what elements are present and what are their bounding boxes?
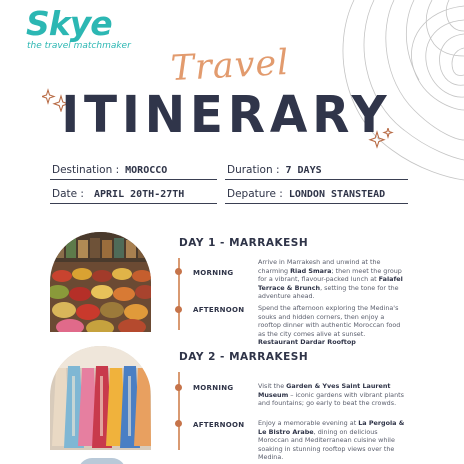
- brand-logo: [26, 4, 131, 51]
- timeline-dot-icon: [175, 306, 182, 313]
- day-1-morning-label: MORNING: [193, 269, 234, 277]
- departure-label: Depature :: [227, 188, 283, 200]
- divider: [225, 203, 408, 204]
- date-value: APRIL 20TH-27TH: [93, 189, 185, 200]
- departure-field: [227, 186, 385, 202]
- day-3-photo-peek: [78, 458, 126, 464]
- date-label: Date :: [52, 188, 84, 200]
- script-title: Travel: [169, 42, 291, 90]
- destination-value: MOROCCO: [125, 165, 168, 176]
- destination-label: Destination :: [52, 164, 120, 176]
- duration-field: [227, 162, 322, 178]
- departure-value: LONDON STANSTEAD: [288, 189, 386, 200]
- day-2-morning-label: MORNING: [193, 384, 234, 392]
- day-1-title: DAY 1 - MARRAKESH: [179, 237, 309, 249]
- divider: [50, 179, 217, 180]
- duration-label: Duration :: [227, 164, 280, 176]
- day-1-photo: [50, 232, 151, 332]
- day-2-afternoon-text: Enjoy a memorable evening at La Pergola & Le Bistro Arabe, dining on delicious Moroccan and Mediterranean cuisine while soaking in stunning rooftop views over the Medina.: [258, 419, 405, 462]
- timeline-dot-icon: [175, 420, 182, 427]
- brand-name: Skye: [26, 4, 112, 43]
- brand-tagline: the travel matchmaker: [27, 41, 131, 51]
- page-title: ITINERARY: [61, 86, 392, 145]
- timeline-dot-icon: [175, 268, 182, 275]
- destination-field: [52, 162, 167, 178]
- duration-value: 7 DAYS: [285, 165, 322, 176]
- timeline-dot-icon: [175, 384, 182, 391]
- day-2-title: DAY 2 - MARRAKESH: [179, 351, 309, 363]
- day-1-morning-text: Arrive in Marrakesh and unwind at the charming Riad Smara; then meet the group for a vibrant, flavour-packed lunch at Falafel Terrace & Brunch, setting the tone for the adventure ahead.: [258, 258, 403, 301]
- day-2-afternoon-label: AFTERNOON: [193, 421, 245, 429]
- day-1-afternoon-label: AFTERNOON: [193, 306, 245, 314]
- day-2-photo: [50, 346, 151, 450]
- divider: [225, 179, 408, 180]
- day-2-morning-text: Visit the Garden & Yves Saint Laurent Museum – iconic gardens with vibrant plants and fountains; go early to beat the crowds.: [258, 382, 404, 408]
- divider: [50, 203, 217, 204]
- date-field: [52, 186, 184, 202]
- day-1-afternoon-text: Spend the afternoon exploring the Medina's souks and hidden corners, then enjoy a rooftop dinner with authentic Moroccan food as the city comes alive at sunset. Restaurant Dardar Rooftop: [258, 304, 401, 347]
